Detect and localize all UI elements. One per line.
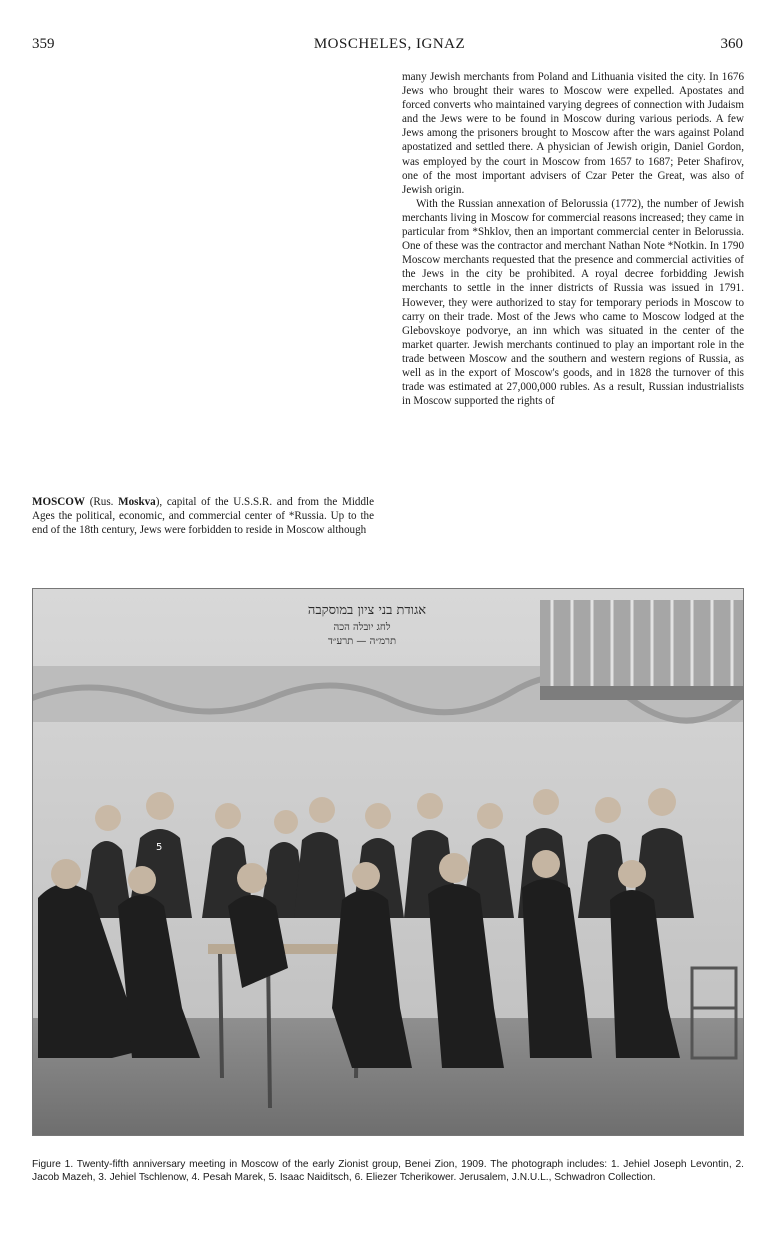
entry-russian-name: Moskva (118, 496, 156, 508)
page-number-right: 360 (720, 36, 743, 52)
running-title: MOSCHELES, IGNAZ (313, 36, 466, 52)
entry-moscow-opening (32, 495, 374, 537)
banner-hebrew-line3: תרמ״ה — תרע״ד (327, 636, 397, 647)
page-header (0, 36, 779, 56)
entry-body: ), capital of the U.S.S.R. and from the Middle Ages the political, economic, and commercial center of *Russia. Up to the end of the 18th century, Jews were forbidden to reside in Moscow although (32, 496, 374, 537)
banner-hebrew-line1: אגודת בני ציון במוסקבה (307, 603, 427, 618)
entry-paren: (Rus. (85, 496, 119, 508)
page-number-left: 359 (32, 36, 55, 52)
banner-hebrew-line2: לחג יובלה הכה (333, 622, 391, 633)
photo-illustration (32, 588, 744, 1136)
entry-headword: MOSCOW (32, 496, 86, 508)
group-photograph (32, 588, 744, 1136)
left-column-text (32, 495, 374, 537)
figure-caption: Figure 1. Twenty-fifth anniversary meeting in Moscow of the early Zionist group, Benei Zion, 1909. The photograph includes: 1. Jehiel Joseph Levontin, 2. Jacob Mazeh, 3. Jehiel Tschlenow, 4. Pesah Marek, 5. Isaac Naiditsch, 6. Eliezer Tcherikower. Jerusalem, J.N.U.L., Schwadron Collection. (32, 1159, 744, 1184)
paragraph-early-history: many Jewish merchants from Poland and Lithuania visited the city. In 1676 Jews who brought their wares to Moscow were expelled. Apostates and forced converts who maintained varying degrees of connection with Judaism and the Jews were to be found in Moscow during various periods. A few Jews among the prisoners brought to Moscow after the wars against Poland apostatized and settled there. A physician of Jewish origin, Daniel Gordon, was employed by the court in Moscow from 1657 to 1687; Peter Shafirov, one of the most important advisers of Czar Peter the Great, was also of Jewish origin. (402, 71, 744, 196)
right-column-text (402, 70, 744, 408)
photo-label-5: 5 (156, 842, 163, 853)
paragraph-belorussia-annexation: With the Russian annexation of Belorussia (1772), the number of Jewish merchants living in Moscow for commercial reasons increased; they came in particular from *Shklov, then an important commercial center in Belorussia. One of these was the contractor and merchant Nathan Note *Notkin. In 1790 Moscow merchants requested that the presence and commercial activities of the Jews in the city be prohibited. A royal decree forbidding Jewish merchants to settle in the inner districts of Russia was issued in 1791. However, they were authorized to stay for temporary periods in Moscow to carry on their trade. Most of the Jews who came to Moscow lodged at the Glebovskoye podvorye, an inn which was situated in the center of the market quarter. Jewish merchants continued to play an important role in the trade between Moscow and the southern and western regions of Russia, as well as in the export of Moscow's goods, and in 1828 the turnover of this trade was estimated at 27,000,000 rubles. As a result, Russian industrialists in Moscow supported the rights of (402, 197, 744, 408)
